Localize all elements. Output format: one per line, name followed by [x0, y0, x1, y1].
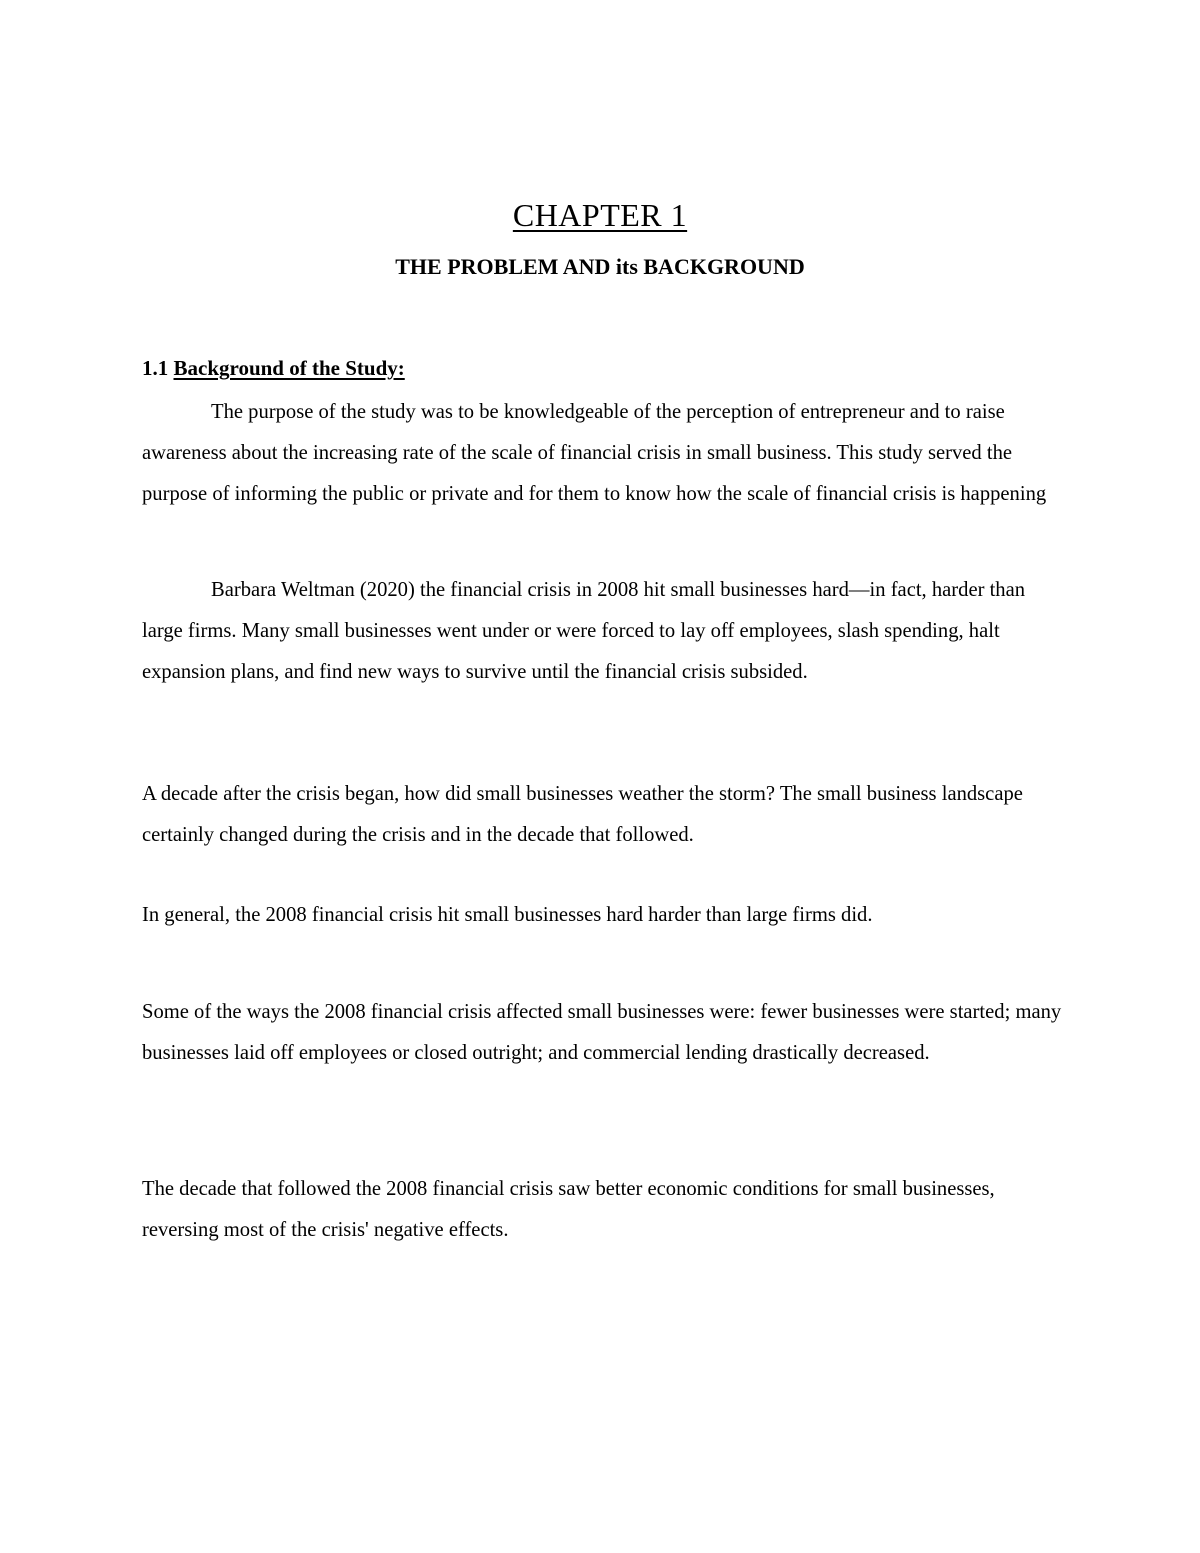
section-heading	[142, 354, 1062, 382]
section-number: 1.1	[142, 356, 169, 380]
chapter-title: CHAPTER 1	[512, 197, 688, 233]
paragraph-recovery: The decade that followed the 2008 financial crisis saw better economic conditions for small businesses, reversing most of the crisis' negative effects.	[142, 1178, 995, 1241]
chapter-subtitle: THE PROBLEM AND its BACKGROUND	[395, 254, 805, 279]
paragraph-effects: Some of the ways the 2008 financial crisis affected small businesses were: fewer businesses were started; many businesses laid off employees or closed outright; and commercial lending drastically decreased.	[142, 1001, 1062, 1064]
paragraph-in-general: In general, the 2008 financial crisis hit small businesses hard harder than large firms did.	[142, 904, 873, 926]
paragraph-decade-after: A decade after the crisis began, how did small businesses weather the storm? The small business landscape certainly changed during the crisis and in the decade that followed.	[142, 783, 1023, 846]
section-title: Background of the Study:	[173, 356, 405, 380]
paragraph-weltman: Barbara Weltman (2020) the financial crisis in 2008 hit small businesses hard—in fact, harder than large firms. Many small businesses went under or were forced to lay off employees, slash spending, halt expansion plans, and find new ways to survive until the financial crisis subsided.	[142, 579, 1026, 683]
paragraph-purpose: The purpose of the study was to be knowledgeable of the perception of entrepreneur and to raise awareness about the increasing rate of the scale of financial crisis in small business. This study served the purpose of informing the public or private and for them to know how the scale of financial crisis is happening	[142, 401, 1047, 505]
